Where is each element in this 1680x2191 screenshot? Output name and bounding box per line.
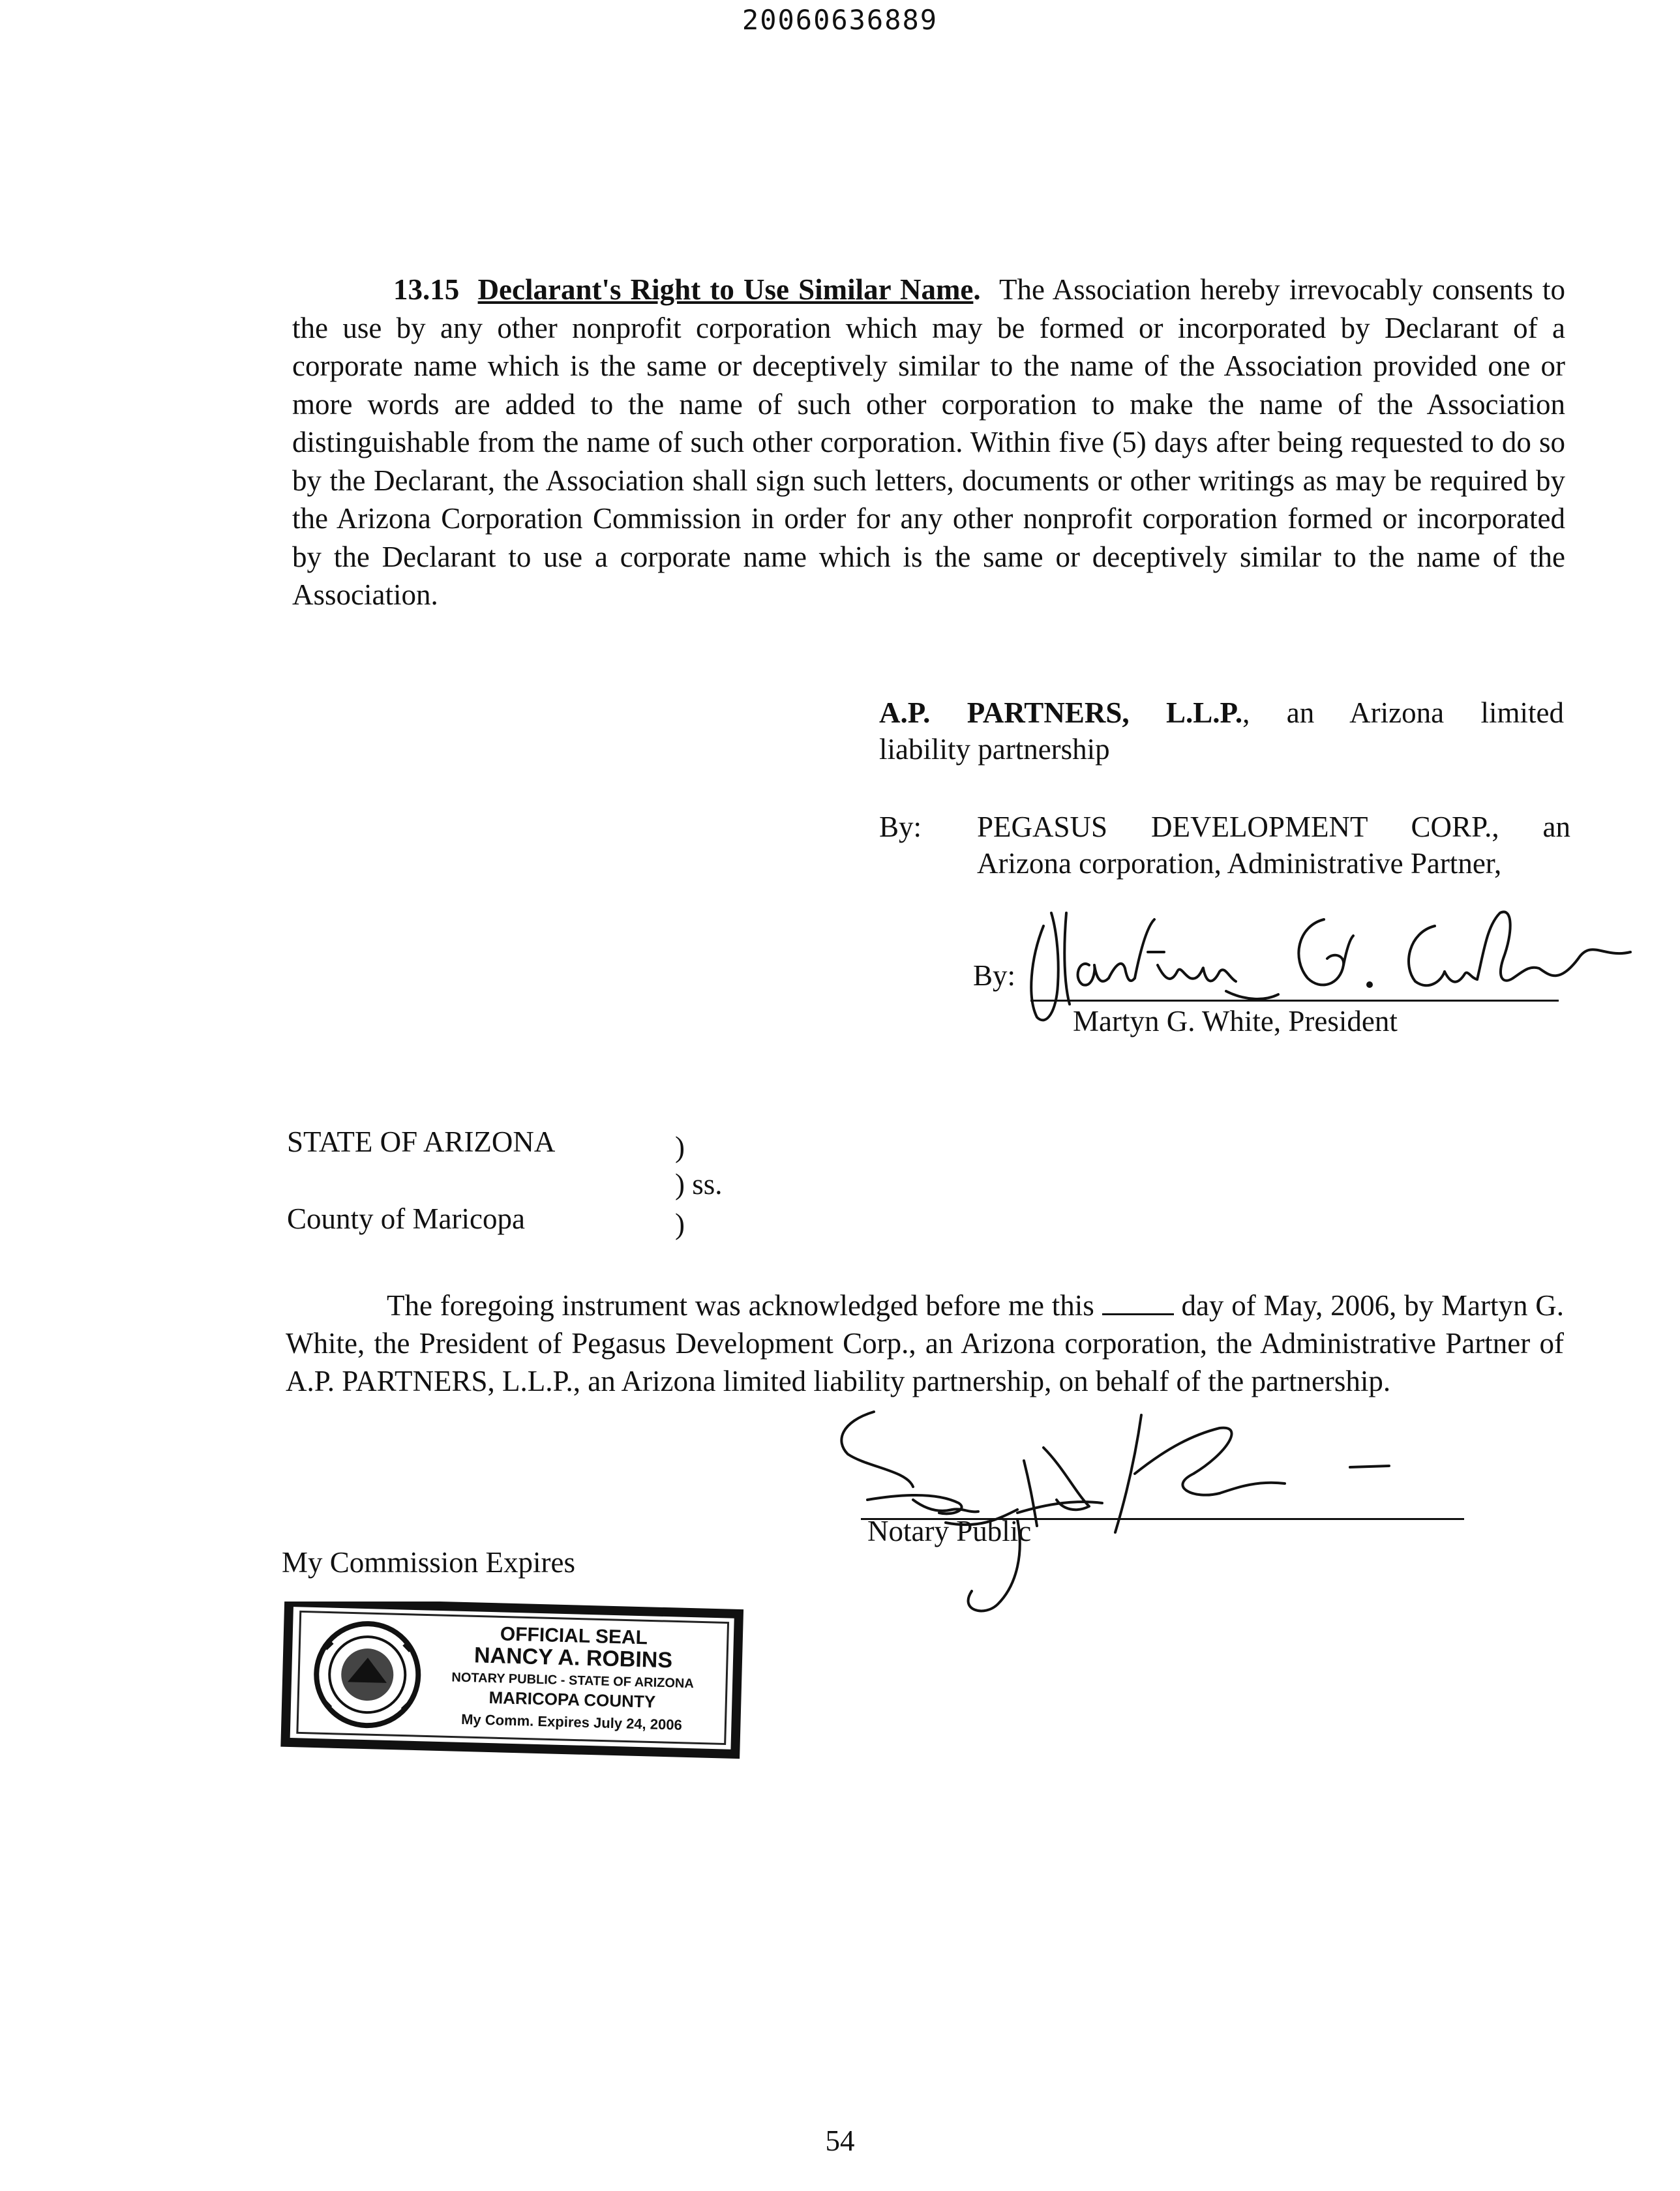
- seal-line3: My Comm. Expires July 24, 2006: [460, 1710, 683, 1733]
- seal-name: NANCY A. ROBINS: [473, 1643, 673, 1673]
- section-title: Declarant's Right to Use Similar Name: [477, 273, 974, 306]
- signer-name-title: Martyn G. White, President: [1073, 1005, 1398, 1037]
- seal-line2: MARICOPA COUNTY: [488, 1688, 656, 1712]
- venue-paren-1: ): [675, 1131, 685, 1163]
- partner-desc-line2: liability partnership: [879, 733, 1110, 766]
- section-13-15-paragraph: 13.15 Declarant's Right to Use Similar Name. The Association hereby irrevocably consents to the use by any other nonprofit corporation which may be formed or incorporated by Declarant of a corporate name which is the same or deceptively similar to the name of the Association provided one or more words are added to the name of such other corporation to make the name of the Association distinguishable from the name of such other corporation. Within five (5) days after being requested to do so by the Declarant, the Association shall sign such letters, documents or other writings as may be required by the Arizona Corporation Commission in order for any other nonprofit corporation formed or incorporated by the Declarant to use a corporate name which is the same or deceptively similar to the name of the Association.: [292, 273, 1566, 611]
- ack-text-part1: The foregoing instrument was acknowledged before me this: [387, 1289, 1094, 1322]
- ack-text-part2: day of May, 2006, by Martyn G. White, the President of Pegasus Development Corp., an Arizona corporation, the Administrative Partner of A.P. PARTNERS, L.L.P., an Arizona limited liability partnership, on behalf of the partnership.: [286, 1289, 1565, 1397]
- day-blank: [1102, 1289, 1174, 1315]
- corp-line1: PEGASUS DEVELOPMENT CORP., an: [977, 811, 1570, 843]
- acknowledgment-paragraph: [286, 1287, 1564, 1400]
- page-number: 54: [825, 2124, 855, 2157]
- partner-name: A.P. PARTNERS, L.L.P.: [879, 696, 1243, 729]
- document-number: 20060636889: [742, 4, 938, 36]
- notary-public-label: Notary Public: [867, 1515, 1032, 1547]
- seal-title: OFFICIAL SEAL: [500, 1623, 648, 1649]
- seal-line1: NOTARY PUBLIC - STATE OF ARIZONA: [451, 1670, 695, 1692]
- venue-paren-ss: ) ss.: [675, 1168, 723, 1200]
- by-label: By:: [879, 811, 922, 843]
- notary-official-seal-stamp: [279, 1602, 749, 1765]
- by2-label: By:: [973, 959, 1016, 992]
- partner-block: [879, 694, 1564, 768]
- partner-desc-line1: , an Arizona limited: [1242, 696, 1564, 729]
- venue-county: County of Maricopa: [287, 1202, 525, 1235]
- section-body: The Association hereby irrevocably consents to the use by any other nonprofit corporation which may be formed or incorporated by Declarant of a corporate name which is the same or deceptively similar to the name of the Association provided one or more words are added to the name of such other corporation to make the name of the Association distinguishable from the name of such other corporation. Within five (5) days after being requested to do so by the Declarant, the Association shall sign such letters, documents or other writings as may be required by the Arizona Corporation Commission in order for any other nonprofit corporation formed or incorporated by the Declarant to use a corporate name which is the same or deceptively similar to the name of the Association.: [292, 273, 1566, 611]
- venue-paren-3: ): [675, 1208, 685, 1240]
- notary-signature: [828, 1395, 1435, 1630]
- section-number: 13.15: [393, 273, 460, 306]
- corp-line2: Arizona corporation, Administrative Partner,: [977, 847, 1502, 880]
- commission-expires-label: My Commission Expires: [282, 1546, 576, 1579]
- venue-state: STATE OF ARIZONA: [287, 1125, 556, 1158]
- president-signature-line: [1030, 1000, 1559, 1002]
